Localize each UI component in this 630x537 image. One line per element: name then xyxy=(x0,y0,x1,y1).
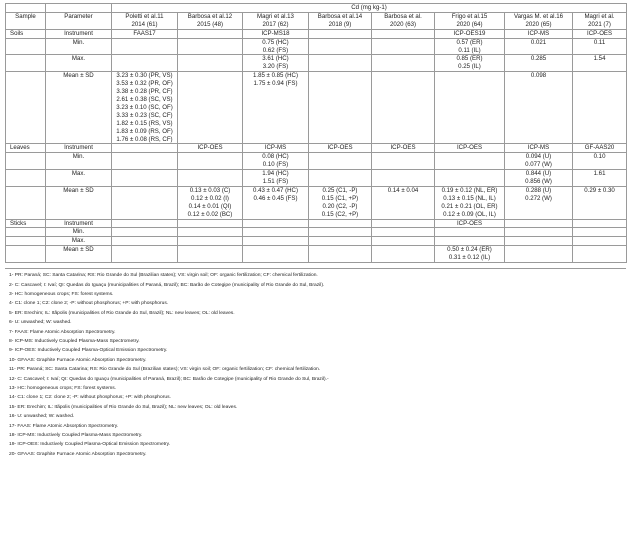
value-cell xyxy=(505,153,573,170)
cell-value: 0.10 (FS) xyxy=(262,161,289,169)
value-cell xyxy=(112,38,178,55)
cell-value: ICP-OES xyxy=(390,144,416,152)
footnote: 10- GFAAS: Graphite Furnace Atomic Absorption Spectrometry. xyxy=(9,357,147,363)
value-cell xyxy=(435,153,505,170)
footnote: 15- ER: Erechim; IL: Itãpolis (municipalities of Rio Grande do Sul, Brazil); NL: new leaves; OL: old leaves. xyxy=(9,404,238,410)
cell-value: 0.11 xyxy=(593,38,606,46)
cell-value: 0.13 ± 0.03 (C) xyxy=(189,186,231,194)
cell-value: ICP-OES19 xyxy=(453,29,486,37)
sample-cell xyxy=(6,72,46,144)
footnote: 20- GFAAS: Graphite Furnace Atomic Absorption Spectrometry. xyxy=(9,451,147,457)
value-cell xyxy=(573,144,627,153)
cell-value: GF-AAS20 xyxy=(584,144,615,152)
value-cell xyxy=(435,246,505,263)
cell-value: ICP-OES xyxy=(327,144,353,152)
value-cell xyxy=(573,186,627,219)
value-cell xyxy=(372,219,435,228)
study-column-header xyxy=(573,12,627,29)
footnote: 5- ER: Erechim; IL: Itãpolis (municipalities of Rio Grande do Sul, Brazil); NL: new leaves; OL: old leaves. xyxy=(9,310,235,316)
value-cell xyxy=(178,144,243,153)
value-cell xyxy=(573,153,627,170)
parameter-cell: Instrument xyxy=(46,144,112,153)
value-cell xyxy=(435,237,505,246)
parameter-cell: Instrument xyxy=(46,219,112,228)
value-cell xyxy=(435,219,505,228)
header-blank-cell xyxy=(6,4,46,13)
value-cell xyxy=(372,72,435,144)
cell-value: 3.33 ± 0.23 (SC, CF) xyxy=(116,111,173,119)
value-cell xyxy=(178,246,243,263)
value-cell xyxy=(309,55,372,72)
study-year-ref: 2020 (65) xyxy=(525,20,552,28)
parameter-cell: Mean ± SD xyxy=(46,246,112,263)
cell-value: 2.61 ± 0.38 (SC, VS) xyxy=(116,95,173,103)
value-cell xyxy=(435,170,505,187)
cell-value: ICP-MS18 xyxy=(261,29,290,37)
cell-value: ICP-OES xyxy=(587,29,613,37)
sample-cell xyxy=(6,55,46,72)
value-cell xyxy=(112,219,178,228)
value-cell xyxy=(573,219,627,228)
value-cell xyxy=(372,29,435,38)
study-year-ref: 2021 (7) xyxy=(588,20,611,28)
cell-value: 3.23 ± 0.30 (PR, VS) xyxy=(116,72,173,80)
value-cell xyxy=(309,228,372,237)
value-cell xyxy=(178,219,243,228)
cell-value: 0.57 (ER) xyxy=(456,38,483,46)
table-row xyxy=(6,72,627,144)
value-cell xyxy=(505,72,573,144)
value-cell xyxy=(243,153,309,170)
table-row xyxy=(6,186,627,219)
cell-value: 0.25 (C1, -P) xyxy=(322,186,358,194)
footnote: 3- HC: homogeneous crops; FS: forest systems. xyxy=(9,291,114,297)
value-cell xyxy=(372,246,435,263)
sample-cell xyxy=(6,153,46,170)
table-row xyxy=(6,153,627,170)
cell-value: 0.75 (HC) xyxy=(262,38,289,46)
value-cell xyxy=(112,170,178,187)
value-cell xyxy=(178,72,243,144)
cell-value: 0.29 ± 0.30 xyxy=(584,186,615,194)
value-cell xyxy=(505,237,573,246)
cell-value: 0.50 ± 0.24 (ER) xyxy=(447,246,492,254)
parameter-column-header: Parameter xyxy=(46,12,112,29)
cell-value: 3.61 (HC) xyxy=(262,55,289,63)
cell-value: 0.094 (U) xyxy=(525,153,552,161)
value-cell xyxy=(243,219,309,228)
value-cell xyxy=(372,228,435,237)
study-header-row xyxy=(6,12,627,29)
table-row xyxy=(6,219,627,228)
footnote: 6- U: unwashed; W: washed. xyxy=(9,320,72,326)
cell-value: 0.15 (C1, +P) xyxy=(321,194,359,202)
cell-value: 1.51 (FS) xyxy=(262,178,289,186)
value-cell xyxy=(243,186,309,219)
value-cell xyxy=(243,170,309,187)
cell-value: ICP-OES xyxy=(197,144,223,152)
value-cell xyxy=(309,186,372,219)
cell-value: 0.12 ± 0.02 (I) xyxy=(191,194,229,202)
cell-value: 0.31 ± 0.12 (IL) xyxy=(448,254,491,262)
value-cell xyxy=(573,170,627,187)
cell-value: 3.23 ± 0.10 (SC, OF) xyxy=(116,103,173,111)
cell-value: ICP-OES xyxy=(456,219,483,227)
study-author: Vargas M. et al.16 xyxy=(514,12,563,20)
sample-cell xyxy=(6,170,46,187)
sample-cell xyxy=(6,246,46,263)
table-row xyxy=(6,246,627,263)
value-cell xyxy=(573,38,627,55)
parameter-cell: Min. xyxy=(46,228,112,237)
value-cell xyxy=(505,219,573,228)
sample-cell xyxy=(6,38,46,55)
cell-value: 0.098 xyxy=(530,72,547,80)
parameter-cell: Max. xyxy=(46,170,112,187)
value-cell xyxy=(372,55,435,72)
table-row xyxy=(6,144,627,153)
cell-value: 1.94 (HC) xyxy=(262,170,289,178)
footnote: 2- C: Cascavel; I: Ivaí; QI: Quedas do Iguaçu (municipalities of Paraná, Brazil); BC: Barão de Cotegipe (municipality of Rio Grande do Sul, Brazil). xyxy=(9,282,325,288)
footnote: 1- PR: Paraná; SC: Santa Catarina; RS: Rio Grande do Sul (Brazilian states); VS: virgin soil; OF: organic fertilization; CF: chemical fertilization. xyxy=(9,273,318,279)
value-cell xyxy=(178,29,243,38)
cell-value: 0.21 ± 0.21 (OL, ER) xyxy=(441,202,498,210)
value-cell xyxy=(505,246,573,263)
study-column-header xyxy=(309,12,372,29)
value-cell xyxy=(573,55,627,72)
footnote: 18- ICP-MS: Inductively Coupled Plasma-Mass Spectrometry. xyxy=(9,433,143,438)
value-cell xyxy=(309,246,372,263)
cell-value: 1.83 ± 0.09 (RS, OF) xyxy=(116,127,173,135)
cell-value: 0.10 xyxy=(593,153,606,161)
footnote: 14- C1: clone 1; C2: clone 2; -P: without phosphorus; +P: with phosphorus. xyxy=(9,395,171,401)
value-cell xyxy=(243,228,309,237)
study-year-ref: 2018 (9) xyxy=(328,20,352,28)
table-row xyxy=(6,170,627,187)
cell-value: 0.14 ± 0.04 xyxy=(387,186,419,194)
value-cell xyxy=(505,29,573,38)
footnote: 16- U: unwashed; W: washed. xyxy=(9,414,75,420)
footnote: 8- ICP-MS: Inductively Coupled Plasma-Mass Spectrometry. xyxy=(9,338,140,344)
cell-value: 0.20 (C2, -P) xyxy=(322,202,358,210)
value-cell xyxy=(178,237,243,246)
cell-value: 0.272 (W) xyxy=(525,194,552,202)
value-cell xyxy=(505,55,573,72)
value-cell xyxy=(573,72,627,144)
study-year-ref: 2020 (64) xyxy=(456,20,483,28)
cell-value: 0.19 ± 0.12 (NL, ER) xyxy=(441,186,498,194)
cell-value: 0.285 xyxy=(530,55,547,63)
value-cell xyxy=(112,144,178,153)
cell-value: 0.288 (U) xyxy=(525,186,552,194)
value-cell xyxy=(309,170,372,187)
sample-cell xyxy=(6,228,46,237)
cell-value: 0.25 (IL) xyxy=(458,63,481,71)
footnote: 13- HC: homogeneous crops; FS: forest systems. xyxy=(9,385,117,391)
cell-value: 0.12 ± 0.02 (BC) xyxy=(187,210,233,218)
sample-cell xyxy=(6,186,46,219)
sample-cell: Sticks xyxy=(6,219,46,228)
cell-value: 0.021 xyxy=(530,38,547,46)
value-cell xyxy=(112,72,178,144)
value-cell xyxy=(112,153,178,170)
study-author: Barbosa et al.14 xyxy=(317,12,363,20)
value-cell xyxy=(372,153,435,170)
value-cell xyxy=(178,186,243,219)
study-year-ref: 2020 (63) xyxy=(389,20,417,28)
footnote: 4- C1: clone 1; C2: clone 2; -P: without phosphorus; +P: with phosphorus. xyxy=(9,301,169,307)
value-cell xyxy=(435,55,505,72)
value-cell xyxy=(309,219,372,228)
cell-value: 1.85 ± 0.85 (HC) xyxy=(252,72,298,80)
value-cell xyxy=(372,144,435,153)
parameter-cell: Max. xyxy=(46,55,112,72)
cell-value: ICP-OES xyxy=(456,144,483,152)
value-cell xyxy=(112,186,178,219)
cell-value: 0.85 (ER) xyxy=(456,55,483,63)
study-author: Magri et al. xyxy=(584,12,615,20)
value-cell xyxy=(178,228,243,237)
table-row xyxy=(6,29,627,38)
study-column-header xyxy=(372,12,435,29)
value-cell xyxy=(309,153,372,170)
value-cell xyxy=(243,38,309,55)
value-cell xyxy=(309,72,372,144)
cell-value: 0.43 ± 0.47 (HC) xyxy=(252,186,298,194)
parameter-cell: Min. xyxy=(46,153,112,170)
value-cell xyxy=(243,29,309,38)
sample-cell: Soils xyxy=(6,29,46,38)
unit-header: Cd (mg kg-1) xyxy=(112,4,627,13)
value-cell xyxy=(573,237,627,246)
study-column-header xyxy=(505,12,573,29)
study-column-header xyxy=(112,12,178,29)
table-row xyxy=(6,55,627,72)
unit-header-row xyxy=(6,4,627,13)
value-cell xyxy=(505,144,573,153)
value-cell xyxy=(243,144,309,153)
value-cell xyxy=(309,237,372,246)
value-cell xyxy=(573,29,627,38)
value-cell xyxy=(372,38,435,55)
sample-column-header: Sample xyxy=(6,12,46,29)
study-year-ref: 2015 (48) xyxy=(196,20,224,28)
study-year-ref: 2017 (62) xyxy=(262,20,289,28)
cell-value: 0.08 (HC) xyxy=(262,153,289,161)
value-cell xyxy=(435,72,505,144)
footnote: 17- FAAS: Flame Atomic Absorption Spectrometry. xyxy=(9,423,119,429)
cell-value: FAAS17 xyxy=(133,29,156,37)
value-cell xyxy=(573,228,627,237)
cell-value: ICP-MS xyxy=(527,29,550,37)
footnote: 11- PR: Paraná; SC: Santa Catarina; RS: Rio Grande do Sul (Brazilian states); VS: virgin soil; OF: organic fertilization; CF: chemical fertilization. xyxy=(9,367,321,373)
value-cell xyxy=(309,144,372,153)
value-cell xyxy=(112,29,178,38)
value-cell xyxy=(435,228,505,237)
value-cell xyxy=(178,55,243,72)
cell-value: 3.53 ± 0.32 (PR, OF) xyxy=(116,80,173,88)
footnote: 19- ICP-OES: Inductively Coupled Plasma-Optical Emission Spectrometry. xyxy=(9,442,171,448)
cell-value: 1.75 ± 0.94 (FS) xyxy=(253,80,298,88)
footnote: 12- C: Cascavel; I: Ivaí; QI: Quedas do Iguaçu (municipalities of Paraná, Brazil); BC: Barão de Cotegipe (municipality of Rio Grande do Sul, Brazil).- xyxy=(9,376,329,382)
cell-value: 0.12 ± 0.09 (OL, IL) xyxy=(443,210,496,218)
value-cell xyxy=(372,170,435,187)
parameter-cell: Mean ± SD xyxy=(46,72,112,144)
study-column-header xyxy=(243,12,309,29)
cell-value: 0.46 ± 0.45 (FS) xyxy=(253,194,298,202)
cell-value: 0.14 ± 0.01 (QI) xyxy=(188,202,232,210)
table-row xyxy=(6,228,627,237)
cell-value: 1.61 xyxy=(593,170,606,178)
parameter-cell: Mean ± SD xyxy=(46,186,112,219)
table-row xyxy=(6,237,627,246)
header-blank-cell xyxy=(46,4,112,13)
cell-value: 0.856 (W) xyxy=(525,178,552,186)
footnotes xyxy=(5,268,626,459)
cell-value: 0.62 (FS) xyxy=(262,46,289,54)
cell-value: ICP-MS xyxy=(527,144,550,152)
study-author: Magri et al.13 xyxy=(257,12,294,20)
value-cell xyxy=(505,186,573,219)
value-cell xyxy=(505,170,573,187)
cell-value: 1.82 ± 0.15 (RS, VS) xyxy=(116,119,173,127)
cell-value: 3.20 (FS) xyxy=(262,63,289,71)
cell-value: 3.38 ± 0.28 (PR, CF) xyxy=(116,88,173,96)
cell-value: 1.54 xyxy=(593,55,606,63)
value-cell xyxy=(309,38,372,55)
value-cell xyxy=(243,72,309,144)
study-column-header xyxy=(435,12,505,29)
value-cell xyxy=(178,38,243,55)
cell-value: ICP-MS xyxy=(264,144,287,152)
value-cell xyxy=(372,186,435,219)
study-author: Barbosa et al.12 xyxy=(187,12,233,20)
value-cell xyxy=(505,38,573,55)
cell-value: 1.76 ± 0.08 (RS, CF) xyxy=(116,135,173,143)
document-page xyxy=(5,3,626,459)
table-row xyxy=(6,38,627,55)
value-cell xyxy=(178,170,243,187)
study-author: Frigo et al.15 xyxy=(451,12,488,20)
parameter-cell: Instrument xyxy=(46,29,112,38)
parameter-cell: Max. xyxy=(46,237,112,246)
study-column-header xyxy=(178,12,243,29)
value-cell xyxy=(243,237,309,246)
value-cell xyxy=(243,55,309,72)
cell-value: 0.13 ± 0.15 (NL, IL) xyxy=(443,194,496,202)
value-cell xyxy=(243,246,309,263)
value-cell xyxy=(112,246,178,263)
value-cell xyxy=(435,186,505,219)
value-cell xyxy=(112,237,178,246)
cell-value: 0.11 (IL) xyxy=(458,46,481,54)
value-cell xyxy=(372,237,435,246)
study-author: Poletti et al.11 xyxy=(125,12,164,20)
value-cell xyxy=(178,153,243,170)
sample-cell: Leaves xyxy=(6,144,46,153)
cadmium-table xyxy=(5,3,627,263)
study-author: Barbosa et al. xyxy=(384,12,422,20)
footnote: 9- ICP-OES: Inductively Coupled Plasma-Optical Emission Spectrometry. xyxy=(9,348,168,354)
parameter-cell: Min. xyxy=(46,38,112,55)
value-cell xyxy=(573,246,627,263)
cell-value: 0.844 (U) xyxy=(525,170,552,178)
footnote: 7- FAAS: Flame Atomic Absorption Spectrometry. xyxy=(9,329,116,335)
cell-value: 0.077 (W) xyxy=(525,161,552,169)
value-cell xyxy=(435,29,505,38)
value-cell xyxy=(309,29,372,38)
study-year-ref: 2014 (61) xyxy=(131,20,158,28)
value-cell xyxy=(112,55,178,72)
cell-value: 0.15 (C2, +P) xyxy=(321,210,359,218)
value-cell xyxy=(112,228,178,237)
value-cell xyxy=(435,144,505,153)
value-cell xyxy=(505,228,573,237)
value-cell xyxy=(435,38,505,55)
sample-cell xyxy=(6,237,46,246)
